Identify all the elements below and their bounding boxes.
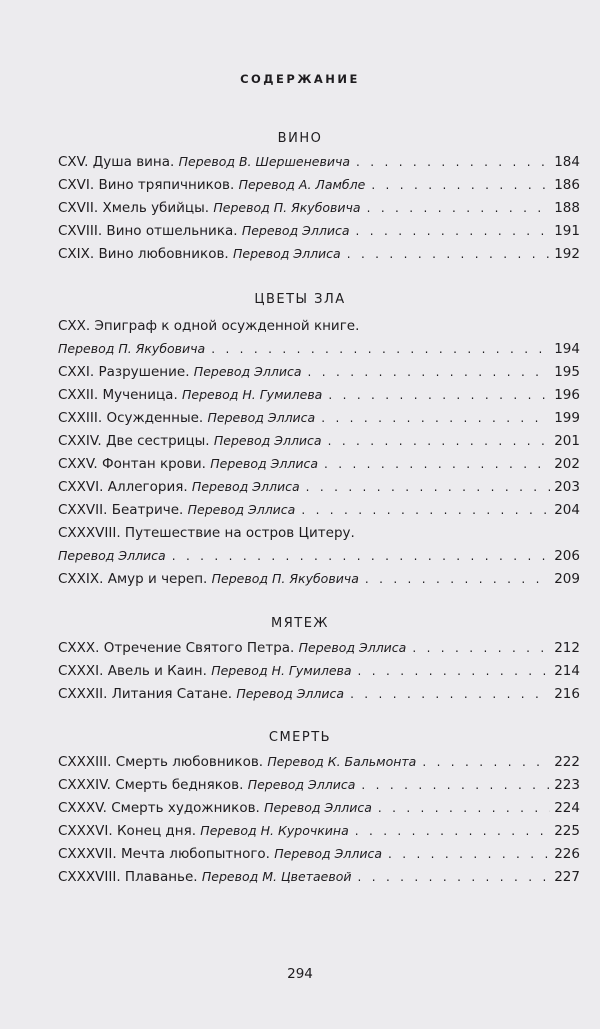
- dot-leader: [166, 549, 550, 563]
- toc-entry-page: 203: [554, 479, 580, 495]
- section-heading-death: СМЕРТЬ: [268, 730, 332, 745]
- toc-entry-text: [58, 686, 344, 702]
- toc-entry: [58, 800, 580, 822]
- toc-entry-page: 199: [554, 410, 580, 426]
- toc-entry-text: [58, 846, 382, 862]
- toc-entry-text: [58, 479, 300, 495]
- toc-entry-page: 196: [554, 387, 580, 403]
- toc-entry-translator: Перевод Эллиса: [193, 364, 302, 379]
- toc-entry-text: [58, 777, 355, 793]
- toc-entry-page: 223: [554, 777, 580, 793]
- toc-entry-page: 225: [554, 823, 580, 839]
- toc-entry-translator: Перевод М. Цветаевой: [201, 869, 352, 884]
- dot-leader: [322, 434, 550, 448]
- toc-entry-page: 186: [554, 177, 580, 193]
- dot-leader: [302, 365, 550, 379]
- toc-entry-page: 212: [554, 640, 580, 656]
- dot-leader: [365, 178, 550, 192]
- toc-entry-text: [58, 318, 359, 334]
- toc-entry-continuation: [58, 548, 580, 570]
- dot-leader: [372, 801, 550, 815]
- page-number: 294: [287, 966, 313, 982]
- dot-leader: [295, 503, 550, 517]
- toc-entry: [58, 387, 580, 409]
- toc-entry-text: [58, 154, 350, 170]
- toc-entry-translator: Перевод Эллиса: [264, 800, 372, 815]
- dot-leader: [406, 641, 550, 655]
- toc-entry-title: CXXX. Отречение Святого Петра.: [58, 640, 299, 656]
- toc-entry-translator: Перевод Эллиса: [241, 223, 350, 238]
- toc-entry-title: CXXIX. Амур и череп.: [58, 571, 212, 587]
- dot-leader: [205, 342, 550, 356]
- toc-entry-page: 206: [554, 548, 580, 564]
- toc-entry-title: CXVIII. Вино отшельника.: [58, 223, 242, 239]
- toc-entry-text: [58, 800, 372, 816]
- toc-entry-title: CXXXIV. Смерть бедняков.: [58, 777, 248, 793]
- toc-entry-translator: Перевод Эллиса: [298, 640, 407, 655]
- dot-leader: [318, 457, 550, 471]
- dot-leader: [350, 155, 550, 169]
- toc-entry: [58, 479, 580, 501]
- toc-entry: [58, 433, 580, 455]
- toc-entry-page: 191: [554, 223, 580, 239]
- toc-entry-title: CXXV. Фонтан крови.: [58, 456, 211, 472]
- toc-entry-text: [58, 502, 295, 518]
- toc-entry-text: [58, 387, 322, 403]
- toc-entry: [58, 777, 580, 799]
- toc-entry-title: CXXXII. Литания Сатане.: [58, 686, 237, 702]
- toc-entry: [58, 754, 580, 776]
- toc-entry-title: CXXII. Мученица.: [58, 387, 183, 403]
- dot-leader: [350, 224, 550, 238]
- toc-entry-page: 184: [554, 154, 580, 170]
- toc-entry-text: [58, 246, 341, 262]
- toc-entry-page: 192: [554, 246, 580, 262]
- toc-entry-translator: Перевод П. Якубовича: [213, 200, 361, 215]
- toc-entry: [58, 410, 580, 432]
- toc-entry-page: 201: [554, 433, 580, 449]
- toc-entry-text: [58, 364, 302, 380]
- toc-entry-title: CXXIV. Две сестрицы.: [58, 433, 214, 449]
- toc-entry-translator: Перевод В. Шершеневича: [178, 154, 351, 169]
- section-heading-flowers-of-evil: ЦВЕТЫ ЗЛА: [254, 292, 346, 307]
- toc-entry-title: CXXI. Разрушение.: [58, 364, 194, 380]
- toc-entry-title: CXXXVIII. Плаванье.: [58, 869, 202, 885]
- toc-entry: [58, 869, 580, 891]
- section-heading-rebellion: МЯТЕЖ: [271, 616, 329, 631]
- toc-entry-text: [58, 869, 352, 885]
- dot-leader: [300, 480, 550, 494]
- toc-entry-text: [58, 548, 166, 564]
- toc-entry-title: CXV. Душа вина.: [58, 154, 179, 170]
- dot-leader: [352, 664, 550, 678]
- toc-entry: [58, 154, 580, 176]
- toc-entry-page: 224: [554, 800, 580, 816]
- toc-entry-page: 222: [554, 754, 580, 770]
- toc-entry: [58, 364, 580, 386]
- toc-entry-title: CXXXV. Смерть художников.: [58, 800, 265, 816]
- dot-leader: [352, 870, 551, 884]
- toc-entry-text: [58, 823, 349, 839]
- toc-entry-text: [58, 410, 315, 426]
- toc-entry-translator: Перевод Эллиса: [247, 777, 356, 792]
- toc-entry-title: CXXVII. Беатриче.: [58, 502, 188, 518]
- toc-entry-translator: Перевод Н. Курочкина: [200, 823, 349, 838]
- toc-entry-title: CXVI. Вино тряпичников.: [58, 177, 239, 193]
- toc-entry-page: 188: [554, 200, 580, 216]
- toc-entry-translator: Перевод К. Бальмонта: [267, 754, 417, 769]
- toc-entry: [58, 177, 580, 199]
- toc-entry-title: CXXXVII. Мечта любопытного.: [58, 846, 275, 862]
- toc-entry-translator: Перевод Эллиса: [187, 502, 296, 517]
- toc-entry-page: 209: [554, 571, 580, 587]
- dot-leader: [315, 411, 550, 425]
- toc-entry-page: 195: [554, 364, 580, 380]
- toc-entry-text: [58, 754, 416, 770]
- dot-leader: [322, 388, 550, 402]
- toc-entry-text: [58, 177, 365, 193]
- dot-leader: [416, 755, 550, 769]
- toc-entry: [58, 502, 580, 524]
- toc-entry-text: [58, 640, 406, 656]
- toc-entry-translator: Перевод Н. Гумилева: [182, 387, 323, 402]
- toc-entry-title: CXXIII. Осужденные.: [58, 410, 208, 426]
- toc-entry-page: 226: [554, 846, 580, 862]
- dot-leader: [355, 778, 550, 792]
- toc-entry-title: CXXXVI. Конец дня.: [58, 823, 201, 839]
- toc-entry-page: 216: [554, 686, 580, 702]
- toc-entry: [58, 318, 580, 340]
- toc-entry-title: CXXXVIII. Путешествие на остров Цитеру.: [58, 525, 355, 541]
- toc-entry: [58, 640, 580, 662]
- section-heading-wine: ВИНО: [277, 131, 323, 146]
- toc-entry-title: CXX. Эпиграф к одной осужденной книге.: [58, 318, 360, 334]
- toc-entry-text: [58, 223, 350, 239]
- toc-entry: [58, 663, 580, 685]
- dot-leader: [359, 572, 550, 586]
- toc-entry-translator: Перевод Н. Гумилева: [211, 663, 352, 678]
- toc-entry-text: [58, 663, 352, 679]
- toc-entry-translator: Перевод Эллиса: [213, 433, 322, 448]
- toc-entry-text: [58, 341, 205, 357]
- dot-leader: [361, 201, 550, 215]
- toc-entry-translator: Перевод А. Ламбле: [238, 177, 366, 192]
- toc-entry: [58, 525, 580, 547]
- toc-entry-text: [58, 525, 355, 541]
- toc-entry-title: CXIX. Вино любовников.: [58, 246, 233, 262]
- toc-entry: [58, 246, 580, 268]
- toc-entry-translator: Перевод Эллиса: [236, 686, 345, 701]
- toc-entry-translator: Перевод Эллиса: [58, 548, 166, 563]
- dot-leader: [341, 247, 550, 261]
- toc-entry: [58, 200, 580, 222]
- contents-title: СОДЕРЖАНИЕ: [240, 72, 360, 86]
- dot-leader: [349, 824, 550, 838]
- toc-entry-translator: Перевод Эллиса: [207, 410, 316, 425]
- dot-leader: [344, 687, 550, 701]
- toc-entry-page: 202: [554, 456, 580, 472]
- toc-entry-translator: Перевод П. Якубовича: [211, 571, 359, 586]
- toc-entry-text: [58, 571, 359, 587]
- toc-entry: [58, 223, 580, 245]
- toc-entry-page: 227: [554, 869, 580, 885]
- toc-entry: [58, 686, 580, 708]
- dot-leader: [382, 847, 550, 861]
- toc-entry-translator: Перевод Эллиса: [191, 479, 300, 494]
- toc-entry-translator: Перевод Эллиса: [274, 846, 382, 861]
- toc-entry-title: CXXXI. Авель и Каин.: [58, 663, 212, 679]
- toc-entry-translator: Перевод Эллиса: [233, 246, 341, 261]
- toc-entry: [58, 846, 580, 868]
- toc-entry-page: 204: [554, 502, 580, 518]
- toc-entry: [58, 571, 580, 593]
- toc-entry: [58, 823, 580, 845]
- toc-entry-page: 194: [554, 341, 580, 357]
- toc-entry-page: 214: [554, 663, 580, 679]
- toc-entry-continuation: [58, 341, 580, 363]
- toc-entry-title: CXVII. Хмель убийцы.: [58, 200, 214, 216]
- toc-entry-translator: Перевод П. Якубовича: [58, 341, 206, 356]
- toc-entry-translator: Перевод Эллиса: [210, 456, 318, 471]
- toc-entry-title: CXXXIII. Смерть любовников.: [58, 754, 268, 770]
- toc-entry-text: [58, 456, 318, 472]
- toc-entry: [58, 456, 580, 478]
- toc-entry-text: [58, 200, 361, 216]
- toc-entry-text: [58, 433, 322, 449]
- toc-entry-title: CXXVI. Аллегория.: [58, 479, 192, 495]
